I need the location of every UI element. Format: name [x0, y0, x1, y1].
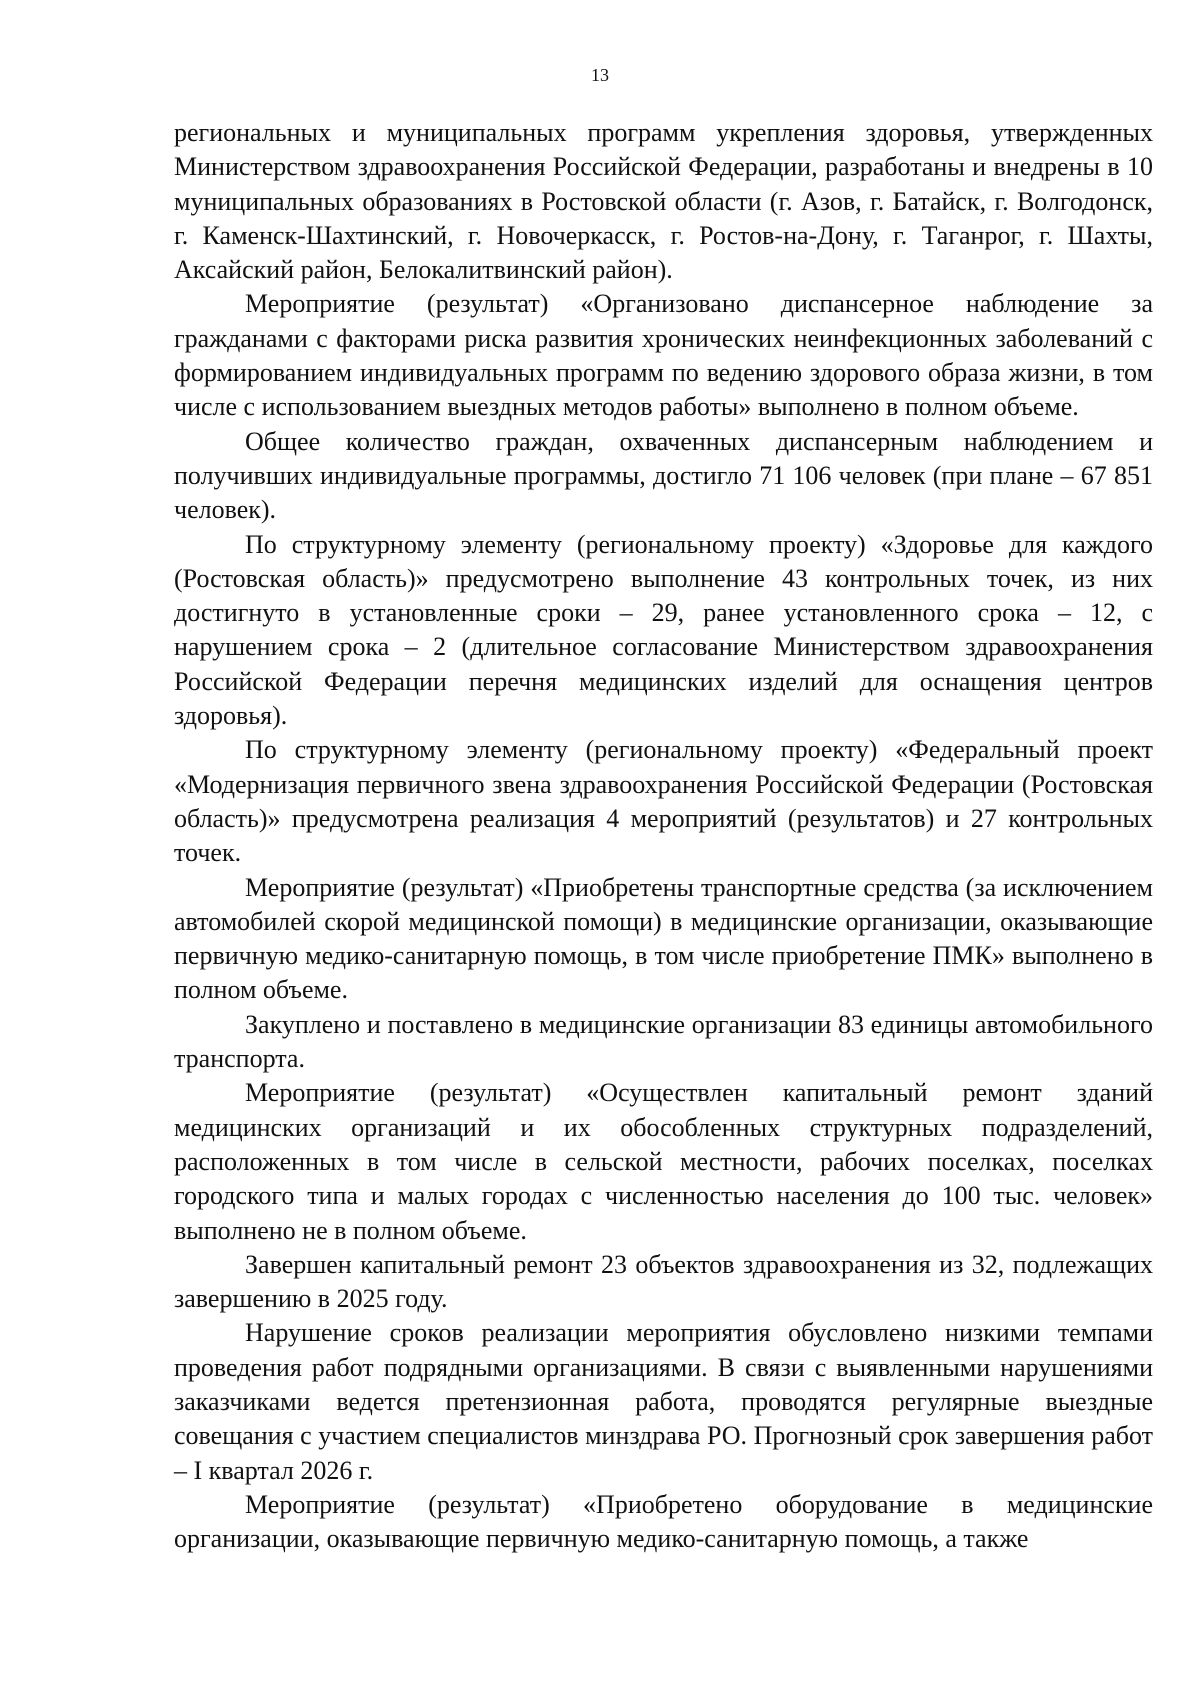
page-number: 13	[591, 65, 609, 85]
paragraph-continued: региональных и муниципальных программ укрепления здоровья, утвержденных Министерством здравоохранения Российской Федерации, разработаны и внедрены в 10 муниципальных образованиях в Ростовской области (г. Азов, г. Батайск, г. Волгодонск, г. Каменск-Шахтинский, г. Новочеркасск, г. Ростов-на-Дону, г. Таганрог, г. Шахты, Аксайский район, Белокалитвинский район).	[174, 118, 1153, 285]
paragraph: Нарушение сроков реализации мероприятия обусловлено низкими темпами проведения работ подрядными организациями. В связи с выявленными нарушениями заказчиками ведется претензионная работа, проводятся регулярные выездные совещания с участием специалистов минздрава РО. Прогнозный срок завершения работ – I квартал 2026 г.	[174, 1318, 1153, 1485]
paragraph: Мероприятие (результат) «Приобретено оборудование в медицинские организации, оказывающие первичную медико-санитарную помощь, а также	[174, 1489, 1153, 1554]
paragraph: Мероприятие (результат) «Организовано диспансерное наблюдение за гражданами с факторами риска развития хронических неинфекционных заболеваний с формированием индивидуальных программ по ведению здорового образа жизни, в том числе с использованием выездных методов работы» выполнено в полном объеме.	[174, 289, 1153, 422]
paragraph: Завершен капитальный ремонт 23 объектов здравоохранения из 32, подлежащих завершению в 2025 году.	[174, 1249, 1153, 1314]
paragraph: Мероприятие (результат) «Приобретены транспортные средства (за исключением автомобилей скорой медицинской помощи) в медицинские организации, оказывающие первичную медико-санитарную помощь, в том числе приобретение ПМК» выполнено в полном объеме.	[174, 872, 1153, 1005]
paragraph: По структурному элементу (региональному проекту) «Федеральный проект «Модернизация первичного звена здравоохранения Российской Федерации (Ростовская область)» предусмотрена реализация 4 мероприятий (результатов) и 27 контрольных точек.	[174, 735, 1153, 868]
paragraph: По структурному элементу (региональному проекту) «Здоровье для каждого (Ростовская область)» предусмотрено выполнение 43 контрольных точек, из них достигнуто в установленные сроки – 29, ранее установленного срока – 12, с нарушением срока – 2 (длительное согласование Министерством здравоохранения Российской Федерации перечня медицинских изделий для оснащения центров здоровья).	[174, 529, 1153, 731]
document-body	[174, 116, 1153, 1556]
paragraph: Общее количество граждан, охваченных диспансерным наблюдением и получивших индивидуальные программы, достигло 71 106 человек (при плане – 67 851 человек).	[174, 426, 1153, 525]
paragraph: Закуплено и поставлено в медицинские организации 83 единицы автомобильного транспорта.	[174, 1009, 1153, 1074]
paragraph: Мероприятие (результат) «Осуществлен капитальный ремонт зданий медицинских организаций и их обособленных структурных подразделений, расположенных в том числе в сельской местности, рабочих поселках, поселках городского типа и малых городах с численностью населения до 100 тыс. человек» выполнено не в полном объеме.	[174, 1078, 1153, 1245]
